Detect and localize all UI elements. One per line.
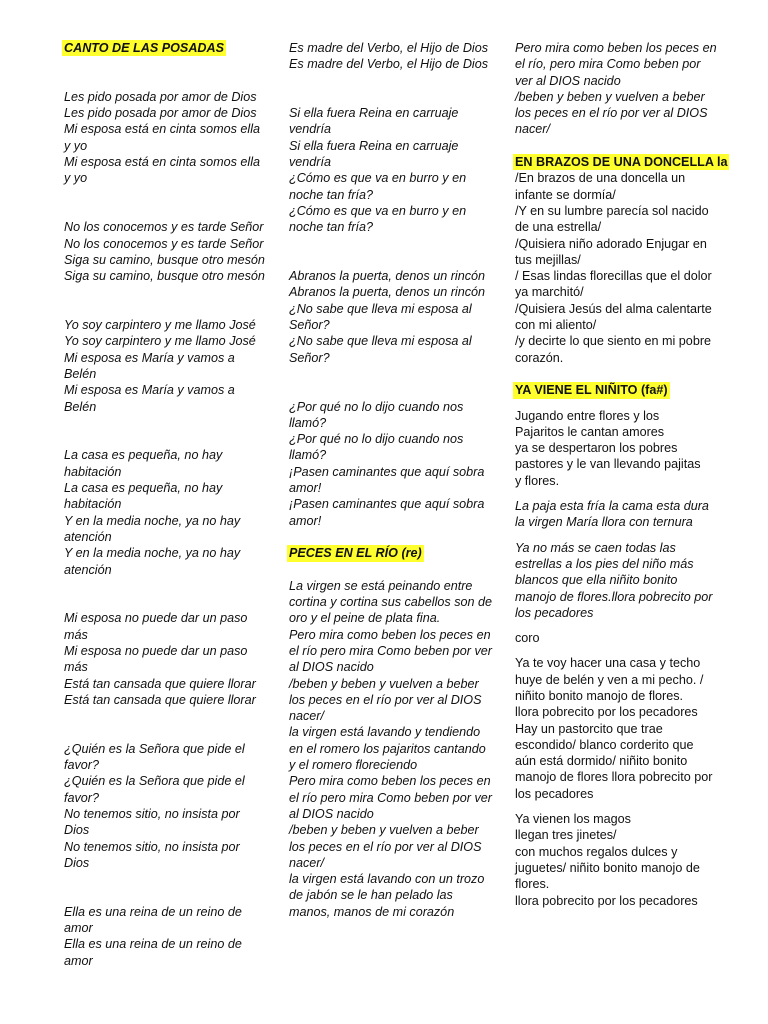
- blank-line: [515, 366, 729, 382]
- lyric-line: en el romero los pajaritos cantando: [289, 741, 486, 756]
- lyric-line: Está tan cansada que quiere llorar: [64, 692, 256, 707]
- lyric-line: Y en la media noche, ya no hay: [64, 546, 241, 561]
- blank-line: [515, 138, 729, 154]
- lyric-line: Yo soy carpintero y me llamo José: [64, 334, 256, 349]
- lyric-line: Ya te voy hacer una casa y techo: [515, 656, 701, 671]
- lyric-line: y yo: [64, 171, 88, 186]
- lyric-line: Siga su camino, busque otro mesón: [64, 269, 265, 284]
- lyric-line: Señor?: [289, 318, 330, 333]
- lyric-line: Es madre del Verbo, el Hijo de Dios: [289, 57, 489, 72]
- song-title-peces-en-el-rio: PECES EN EL RÍO (re): [289, 546, 422, 561]
- lyric-line: Abranos la puerta, denos un rincón: [289, 285, 486, 300]
- lyric-line: Les pido posada por amor de Dios: [64, 106, 257, 121]
- lyric-line: flores.: [515, 877, 550, 892]
- lyric-line: Está tan cansada que quiere llorar: [64, 676, 256, 691]
- lyric-line: niñito bonito manojo de flores.: [515, 688, 684, 703]
- lyrics-paragraph: [515, 540, 729, 621]
- blank-line: [289, 236, 503, 252]
- lyrics-paragraph-coro: [515, 630, 729, 646]
- lyric-line: No tenemos sitio, no insista por: [64, 806, 240, 821]
- lyric-line: Les pido posada por amor de Dios: [64, 89, 257, 104]
- lyric-line: favor?: [64, 758, 100, 773]
- lyric-line: ¡Pasen caminantes que aquí sobra: [289, 464, 485, 479]
- lyric-line: oro y el peine de plata fina.: [289, 611, 441, 626]
- lyric-line: Mi esposa está en cinta somos ella: [64, 122, 261, 137]
- blank-line: [289, 366, 503, 382]
- lyric-line: Pero mira como beben los peces en: [515, 41, 717, 55]
- lyric-line: los peces en el río por ver al DIOS: [289, 839, 482, 854]
- lyric-line: Mi esposa es María y vamos a: [64, 383, 235, 398]
- lyric-line: /y decirte lo que siento en mi pobre: [515, 334, 712, 349]
- lyric-line: al DIOS nacido: [289, 660, 374, 675]
- lyric-line: de jabón se le han pelado las: [289, 888, 453, 903]
- lyric-line: y el romero floreciendo: [289, 758, 418, 773]
- lyrics-paragraph: [515, 655, 729, 802]
- blank-line: [64, 708, 278, 724]
- lyric-line: ver al DIOS nacido: [515, 73, 621, 88]
- lyric-line: habitación: [64, 497, 122, 512]
- lyric-line: amor!: [289, 513, 322, 528]
- lyric-line: Si ella fuera Reina en carruaje: [289, 106, 459, 121]
- blank-line: [64, 203, 278, 219]
- blank-line: [289, 89, 503, 105]
- lyric-line: /beben y beben y vuelven a beber: [289, 676, 479, 691]
- lyric-line: La casa es pequeña, no hay: [64, 448, 223, 463]
- lyric-line: y flores.: [515, 473, 560, 488]
- lyric-line: huye de belén y ven a mi pecho. /: [515, 672, 704, 687]
- lyric-line: llora pobrecito por los pecadores: [515, 893, 698, 908]
- lyric-line: Hay un pastorcito que trae: [515, 721, 663, 736]
- lyric-line: con mi aliento/: [515, 318, 597, 333]
- lyrics-paragraph: [515, 498, 729, 531]
- lyric-line: Pero mira como beben los peces en: [289, 774, 491, 789]
- lyric-line: Mi esposa no puede dar un paso: [64, 643, 248, 658]
- lyric-line: llamó?: [289, 415, 327, 430]
- lyric-line: Yo soy carpintero y me llamo José: [64, 318, 256, 333]
- blank-line: [64, 431, 278, 447]
- lyrics-block: [515, 170, 729, 382]
- lyric-line: los peces en el río por ver al DIOS: [515, 106, 708, 121]
- lyric-line: ya marchitó/: [515, 285, 584, 300]
- lyric-line: Dios: [64, 823, 90, 838]
- lyrics-block: [64, 56, 278, 969]
- lyric-line: /Quisiera niño adorado Enjugar en: [515, 236, 707, 251]
- lyric-line: los pecadores: [515, 605, 594, 620]
- lyric-line: atención: [64, 529, 112, 544]
- lyric-line: vendría: [289, 155, 332, 170]
- blank-line: [64, 887, 278, 903]
- lyric-line: coro: [515, 631, 540, 646]
- lyric-line: ¿Cómo es que va en burro y en: [289, 203, 467, 218]
- lyric-line: Si ella fuera Reina en carruaje: [289, 138, 459, 153]
- blank-line: [64, 284, 278, 300]
- lyric-line: llora pobrecito por los pecadores: [515, 705, 698, 720]
- lyric-line: los peces en el río por ver al DIOS: [289, 692, 482, 707]
- lyric-line: el río, pero mira Como beben por: [515, 57, 701, 72]
- blank-line: [64, 301, 278, 317]
- song-title-canto-de-las-posadas: CANTO DE LAS POSADAS: [64, 41, 225, 55]
- lyric-line: llegan tres jinetes/: [515, 828, 617, 843]
- lyric-line: No los conocemos y es tarde Señor: [64, 220, 264, 235]
- lyric-line: ¿Por qué no lo dijo cuando nos: [289, 432, 464, 447]
- lyric-line: ¿No sabe que lleva mi esposa al: [289, 334, 472, 349]
- lyric-line: / Esas lindas florecillas que el dolor: [515, 269, 712, 284]
- lyrics-paragraph: [515, 811, 729, 909]
- lyric-line: /Y en su lumbre parecía sol nacido: [515, 203, 709, 218]
- lyric-line: favor?: [64, 790, 100, 805]
- lyric-line: la virgen María llora con ternura: [515, 515, 693, 530]
- lyric-line: el río pero mira Como beben por ver: [289, 790, 492, 805]
- lyric-line: el río pero mira Como beben por ver: [289, 643, 492, 658]
- lyric-line: atención: [64, 562, 112, 577]
- lyric-line: más: [64, 660, 88, 675]
- lyric-line: ¿Cómo es que va en burro y en: [289, 171, 467, 186]
- lyric-line: nacer/: [515, 122, 551, 137]
- blank-line: [289, 382, 503, 398]
- lyric-line: blancos que ella niñito bonito: [515, 573, 678, 588]
- column-1: [64, 40, 278, 969]
- lyric-line: infante se dormía/: [515, 187, 616, 202]
- blank-line: [289, 73, 503, 89]
- lyric-line: nacer/: [289, 709, 325, 724]
- lyric-line: Pero mira como beben los peces en: [289, 627, 491, 642]
- lyric-line: ¿Quién es la Señora que pide el: [64, 741, 245, 756]
- blank-line: [64, 871, 278, 887]
- lyric-line: Mi esposa es María y vamos a: [64, 350, 235, 365]
- lyric-line: La paja esta fría la cama esta dura: [515, 499, 709, 514]
- lyric-line: los pecadores: [515, 786, 594, 801]
- lyric-line: /En brazos de una doncella un: [515, 171, 686, 186]
- lyric-line: con muchos regalos dulces y: [515, 844, 678, 859]
- column-2: [289, 40, 503, 920]
- lyric-line: ¡Pasen caminantes que aquí sobra: [289, 497, 485, 512]
- lyric-line: No tenemos sitio, no insista por: [64, 839, 240, 854]
- lyric-line: manojo de flores llora pobrecito por: [515, 770, 713, 785]
- lyric-line: amor: [64, 953, 93, 968]
- lyric-line: al DIOS nacido: [289, 806, 374, 821]
- blank-line: [64, 594, 278, 610]
- blank-line: [289, 529, 503, 545]
- lyrics-paragraph: [515, 408, 729, 489]
- lyric-line: estrellas a los pies del niño más: [515, 556, 694, 571]
- lyric-line: ¿Por qué no lo dijo cuando nos: [289, 399, 464, 414]
- lyric-line: Y en la media noche, ya no hay: [64, 513, 241, 528]
- blank-line: [64, 415, 278, 431]
- lyrics-block: [289, 562, 503, 921]
- lyric-line: escondido/ blanco corderito que: [515, 737, 694, 752]
- lyric-line: manos, manos de mi corazón: [289, 904, 455, 919]
- lyric-line: más: [64, 627, 88, 642]
- lyric-line: Es madre del Verbo, el Hijo de Dios: [289, 41, 489, 55]
- lyric-line: Ya no más se caen todas las: [515, 540, 676, 555]
- lyric-line: La virgen se está peinando entre: [289, 578, 473, 593]
- blank-line: [64, 187, 278, 203]
- lyric-line: habitación: [64, 464, 122, 479]
- blank-line: [64, 73, 278, 89]
- lyric-line: noche tan fría?: [289, 187, 374, 202]
- lyric-line: noche tan fría?: [289, 220, 374, 235]
- column-3: [515, 40, 729, 909]
- lyric-line: Ya vienen los magos: [515, 812, 631, 827]
- lyric-line: y yo: [64, 138, 88, 153]
- lyric-line: de una estrella/: [515, 220, 602, 235]
- lyric-line: corazón.: [515, 350, 564, 365]
- blank-line: [64, 578, 278, 594]
- lyric-line: Mi esposa está en cinta somos ella: [64, 155, 261, 170]
- lyric-line: Dios: [64, 855, 90, 870]
- lyric-line: La casa es pequeña, no hay: [64, 481, 223, 496]
- lyric-line: vendría: [289, 122, 332, 137]
- song-title-ya-viene-el-ninito: YA VIENE EL NIÑITO (fa#): [515, 383, 668, 398]
- lyric-line: Ella es una reina de un reino de: [64, 904, 242, 919]
- lyric-line: ¿Quién es la Señora que pide el: [64, 774, 245, 789]
- lyric-line: pastores y le van llevando pajitas: [515, 457, 701, 472]
- lyric-line: manojo de flores.llora pobrecito por: [515, 589, 713, 604]
- blank-line: [289, 252, 503, 268]
- lyric-line: Ella es una reina de un reino de: [64, 937, 242, 952]
- lyric-line: Mi esposa no puede dar un paso: [64, 611, 248, 626]
- lyric-line: amor!: [289, 481, 322, 496]
- lyric-line: /beben y beben y vuelven a beber: [289, 823, 479, 838]
- lyrics-block: [289, 40, 503, 545]
- lyric-line: Belén: [64, 399, 97, 414]
- lyrics-block: [515, 40, 729, 154]
- lyric-line: No los conocemos y es tarde Señor: [64, 236, 264, 251]
- lyric-line: Jugando entre flores y los: [515, 408, 660, 423]
- lyric-line: aún está dormido/ niñito bonito: [515, 754, 688, 769]
- lyric-line: amor: [64, 921, 93, 936]
- lyric-line: /beben y beben y vuelven a beber: [515, 89, 705, 104]
- lyric-line: llamó?: [289, 448, 327, 463]
- lyric-line: ¿No sabe que lleva mi esposa al: [289, 301, 472, 316]
- blank-line: [289, 562, 503, 578]
- lyric-line: Pajaritos le cantan amores: [515, 424, 665, 439]
- lyric-line: Siga su camino, busque otro mesón: [64, 252, 265, 267]
- lyric-line: Señor?: [289, 350, 330, 365]
- lyric-line: Abranos la puerta, denos un rincón: [289, 269, 486, 284]
- lyric-line: juguetes/ niñito bonito manojo de: [515, 860, 700, 875]
- blank-line: [64, 724, 278, 740]
- lyric-line: ya se despertaron los pobres: [515, 441, 678, 456]
- blank-line: [64, 56, 278, 72]
- lyric-line: la virgen está lavando con un trozo: [289, 872, 485, 887]
- lyric-line: cortina y cortina sus cabellos son de: [289, 595, 493, 610]
- lyric-line: /Quisiera Jesús del alma calentarte: [515, 301, 712, 316]
- song-title-en-brazos-de-una-doncella: EN BRAZOS DE UNA DONCELLA la: [515, 155, 728, 170]
- lyric-line: Belén: [64, 366, 97, 381]
- lyric-line: la virgen está lavando y tendiendo: [289, 725, 481, 740]
- lyric-line: nacer/: [289, 855, 325, 870]
- lyric-line: tus mejillas/: [515, 252, 581, 267]
